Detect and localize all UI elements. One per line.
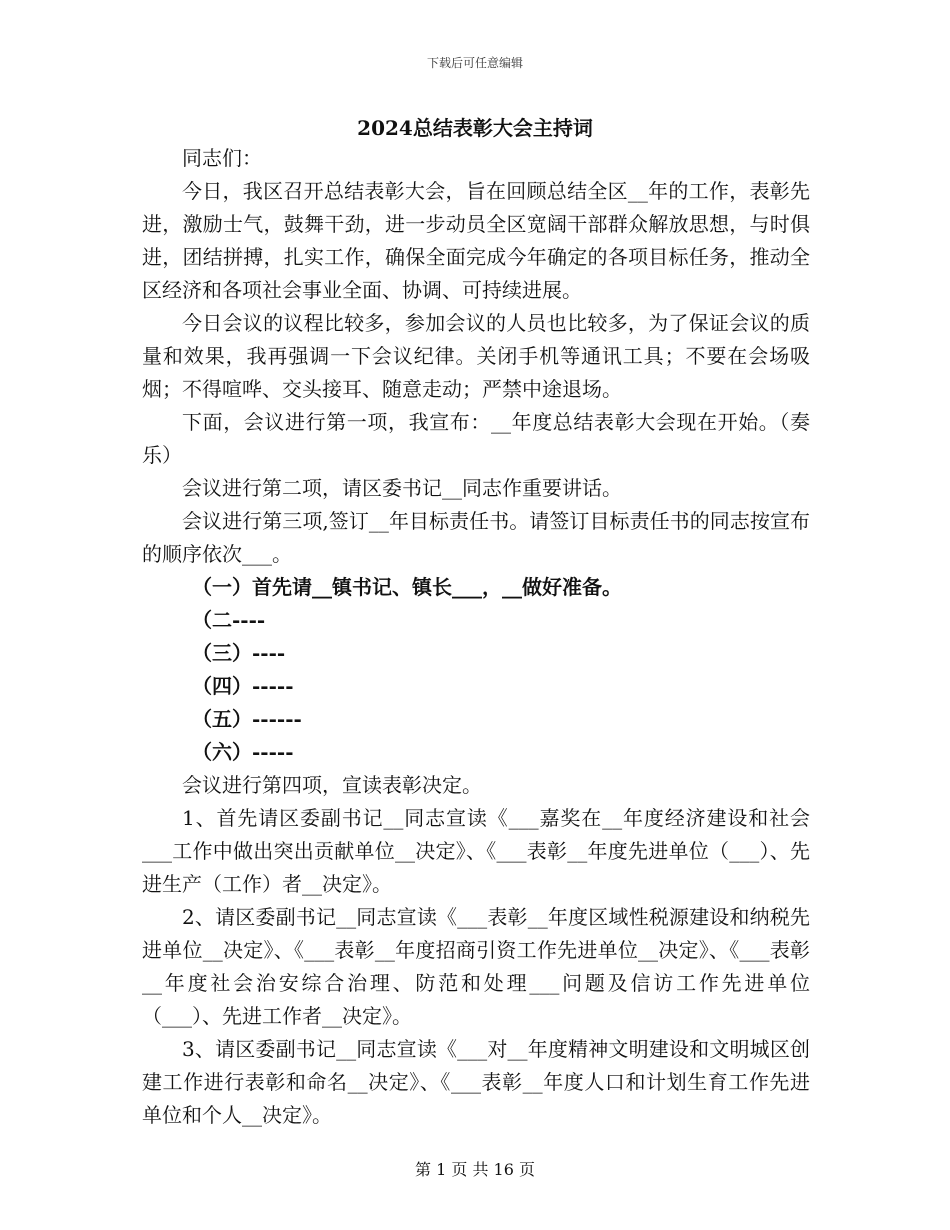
list-item-3: （三）---- (192, 641, 286, 665)
list-item-6: （六）----- (192, 740, 294, 764)
page-footer: 第 1 页 共 16 页 (415, 1160, 535, 1179)
header-note: 下载后可任意编辑 (426, 56, 523, 70)
paragraph-item-1: 下面，会议进行第一项，我宣布：__年度总结表彰大会现在开始。（奏乐） (142, 410, 810, 467)
paragraph-discipline: 今日会议的议程比较多，参加会议的人员也比较多，为了保证会议的质量和效果，我再强调一下会议纪律。关闭手机等通讯工具；不要在会场吸烟；不得喧哗、交头接耳、随意走动；严禁中途退场。 (142, 311, 810, 401)
document-title: 2024总结表彰大会主持词 (357, 116, 593, 140)
list-item-2: （二---- (192, 608, 266, 632)
paragraph-opening: 今日，我区召开总结表彰大会，旨在回顾总结全区__年的工作，表彰先进，激励士气，鼓舞干劲，进一步动员全区宽阔干部群众解放思想，与时俱进，团结拼搏，扎实工作，确保全面完成今年确定的各项目标任务，推动全区经济和各项社会事业全面、协调、可持续进展。 (142, 179, 810, 302)
list-item-5: （五）------ (192, 707, 302, 731)
paragraph-decision-2: 2、请区委副书记__同志宣读《___表彰__年度区域性税源建设和纳税先进单位__决定》、《___表彰__年度招商引资工作先进单位__决定》、《___表彰__年度社会治安综合治理、防范和处理___问题及信访工作先进单位（___）、先进工作者__决定》。 (142, 905, 810, 1028)
paragraph-decision-1: 1、首先请区委副书记__同志宣读《___嘉奖在__年度经济建设和社会___工作中做出突出贡献单位__决定》、《___表彰__年度先进单位（___）、先进生产（工作）者__决定》。 (142, 806, 810, 896)
list-item-1: （一）首先请__镇书记、镇长___，__做好准备。 (192, 575, 622, 599)
document-body (142, 142, 810, 1132)
salutation: 同志们： (182, 146, 262, 170)
paragraph-decision-3: 3、请区委副书记__同志宣读《___对__年度精神文明建设和文明城区创建工作进行表彰和命名__决定》、《___表彰__年度人口和计划生育工作先进单位和个人__决定》。 (142, 1037, 810, 1127)
paragraph-item-4: 会议进行第四项，宣读表彰决定。 (182, 773, 482, 797)
paragraph-item-3: 会议进行第三项,签订__年目标责任书。请签订目标责任书的同志按宣布的顺序依次___。 (142, 509, 810, 566)
list-item-4: （四）----- (192, 674, 294, 698)
paragraph-item-2: 会议进行第二项，请区委书记__同志作重要讲话。 (182, 476, 622, 500)
